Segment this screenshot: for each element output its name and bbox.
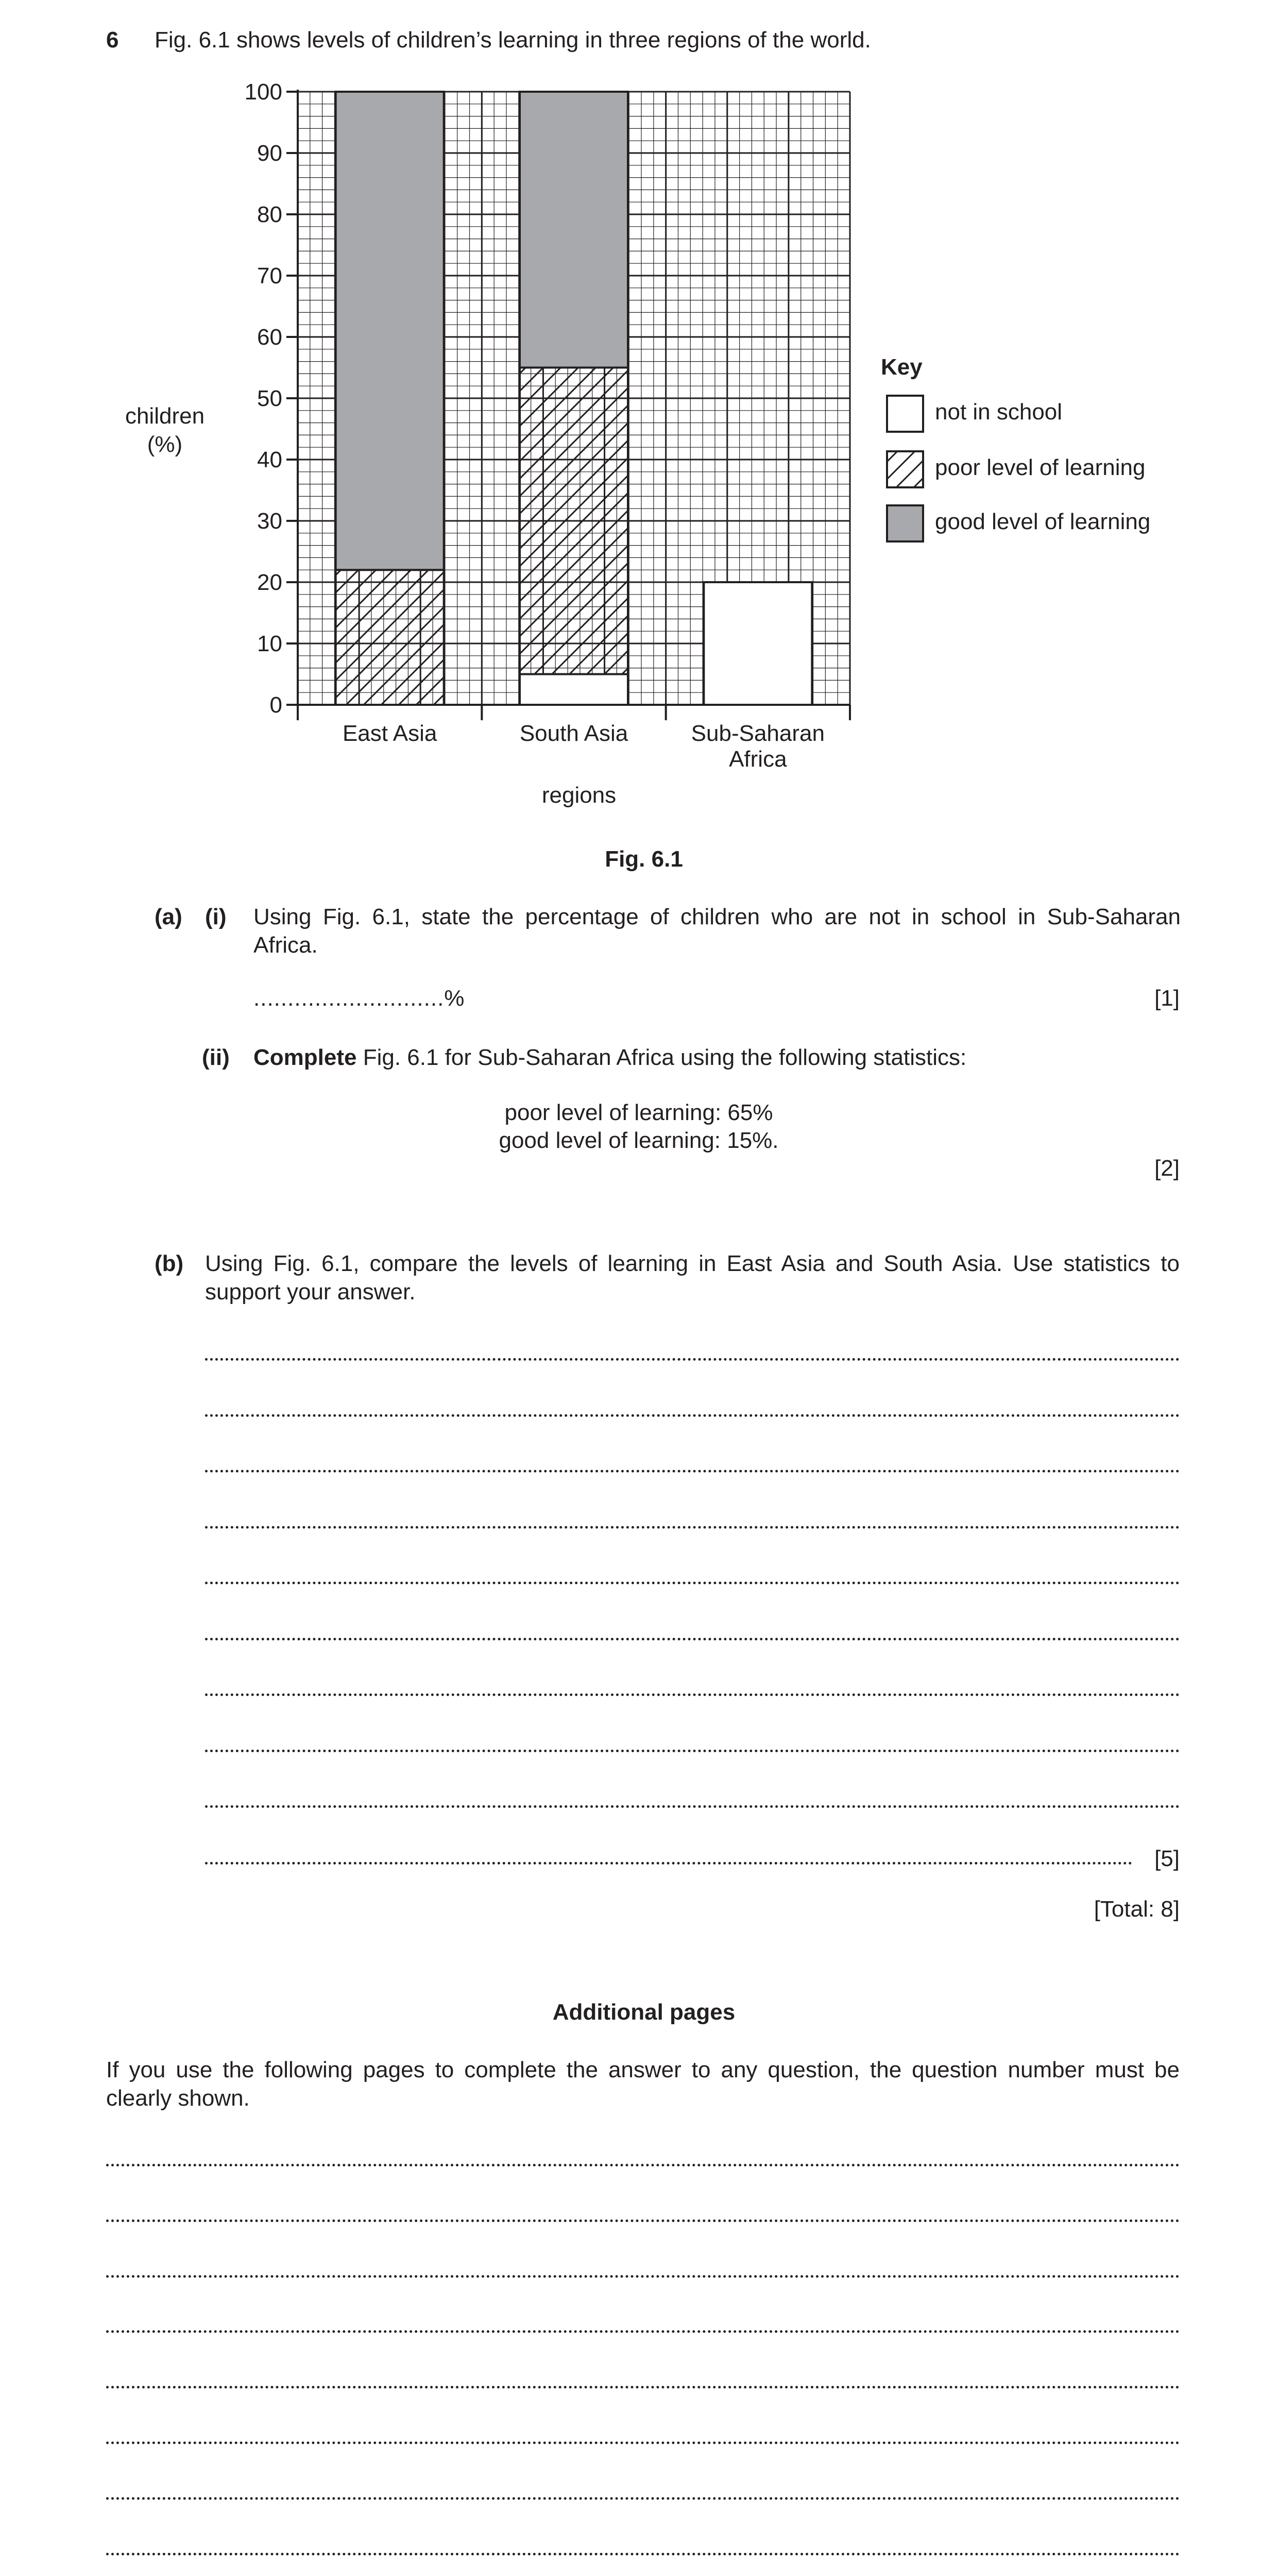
y-tick-label: 100	[244, 79, 282, 105]
part-a-i-question	[253, 903, 1181, 959]
additional-answer-line[interactable]	[106, 2553, 1180, 2555]
additional-instructions-line1: If you use the following pages to complete the answer to any question, the question number must be	[106, 2057, 1180, 2082]
answer-line[interactable]	[205, 1582, 1180, 1584]
part-b-marks: [5]	[1154, 1846, 1180, 1871]
legend-swatch	[887, 505, 923, 541]
part-a-ii-marks: [2]	[1154, 1156, 1180, 1181]
part-a-i-marks: [1]	[1154, 986, 1180, 1011]
part-a-label: (a)	[155, 904, 182, 929]
answer-line[interactable]	[205, 1693, 1180, 1696]
part-a-i-line1: Using Fig. 6.1, state the percentage of children who are not in school in Sub-Saharan	[253, 904, 1181, 929]
answer-line[interactable]	[205, 1805, 1180, 1808]
x-axis-label: regions	[541, 783, 617, 808]
additional-instructions-line2: clearly shown.	[106, 2086, 250, 2111]
y-tick-label: 50	[257, 386, 282, 411]
legend-swatch	[887, 396, 923, 432]
part-a-ii-bold: Complete	[253, 1045, 357, 1070]
y-tick-label: 60	[257, 325, 282, 350]
y-tick-label: 30	[257, 509, 282, 534]
bar-segment	[520, 674, 628, 705]
bar-segment	[520, 92, 628, 368]
question-intro: Fig. 6.1 shows levels of children’s learning in three regions of the world.	[155, 27, 871, 53]
y-tick-label: 90	[257, 141, 282, 166]
key-label-poor-learning: poor level of learning	[935, 455, 1146, 480]
y-tick-label: 80	[257, 202, 282, 227]
key-label-good-learning: good level of learning	[935, 509, 1151, 534]
part-b-label: (b)	[155, 1251, 184, 1276]
key-title: Key	[881, 354, 923, 380]
y-tick-label: 40	[257, 447, 282, 472]
question-number: 6	[106, 27, 119, 53]
part-b-line1: Using Fig. 6.1, compare the levels of learning in East Asia and South Asia. Use statistics to	[205, 1251, 1180, 1276]
bar-segment	[336, 570, 444, 705]
part-a-ii-stat2: good level of learning: 15%.	[499, 1128, 779, 1153]
bar-segment	[704, 582, 812, 705]
x-tick-label: South Asia	[519, 721, 628, 746]
x-tick-label: East Asia	[342, 721, 437, 746]
y-axis-label	[103, 402, 227, 459]
additional-answer-line[interactable]	[106, 2219, 1180, 2222]
part-b-question	[205, 1249, 1180, 1306]
x-tick-label: Sub-Saharan	[691, 721, 825, 746]
y-axis-label-line2: (%)	[147, 432, 183, 457]
part-a-i-answer-line[interactable]: ............................%	[253, 986, 465, 1011]
answer-line[interactable]	[205, 1470, 1180, 1472]
y-tick-label: 20	[257, 570, 282, 595]
answer-line[interactable]	[205, 1750, 1180, 1752]
additional-answer-line[interactable]	[106, 2386, 1180, 2388]
bar-segment	[520, 368, 628, 674]
part-a-ii-stat1: poor level of learning: 65%	[504, 1100, 773, 1125]
additional-instructions	[106, 2056, 1180, 2112]
part-a-ii-label: (ii)	[202, 1045, 230, 1070]
answer-line[interactable]	[205, 1862, 1132, 1865]
additional-pages-title: Additional pages	[552, 1999, 736, 2025]
legend-swatch	[887, 451, 923, 487]
additional-answer-line[interactable]	[106, 2497, 1180, 2500]
bar-segment	[336, 92, 444, 570]
additional-answer-line[interactable]	[106, 2275, 1180, 2278]
y-tick-label: 10	[257, 631, 282, 656]
part-a-ii-question	[253, 1043, 966, 1072]
part-a-i-label: (i)	[205, 904, 227, 929]
x-tick-label: Africa	[729, 747, 787, 772]
part-b-line2: support your answer.	[205, 1279, 416, 1304]
figure-caption: Fig. 6.1	[605, 846, 683, 872]
part-a-i-line2: Africa.	[253, 933, 318, 958]
additional-answer-line[interactable]	[106, 2442, 1180, 2444]
y-axis-label-line1: children	[125, 403, 205, 429]
answer-line[interactable]	[205, 1414, 1180, 1417]
y-tick-label: 70	[257, 263, 282, 289]
answer-line[interactable]	[205, 1358, 1180, 1361]
y-tick-label: 0	[269, 692, 282, 718]
key-label-not-in-school: not in school	[935, 399, 1063, 425]
part-a-ii-rest: Fig. 6.1 for Sub-Saharan Africa using the following statistics:	[356, 1045, 967, 1070]
additional-answer-line[interactable]	[106, 2330, 1180, 2333]
answer-line[interactable]	[205, 1638, 1180, 1640]
answer-line[interactable]	[205, 1526, 1180, 1529]
additional-answer-line[interactable]	[106, 2164, 1180, 2166]
total-marks: [Total: 8]	[1094, 1896, 1180, 1922]
